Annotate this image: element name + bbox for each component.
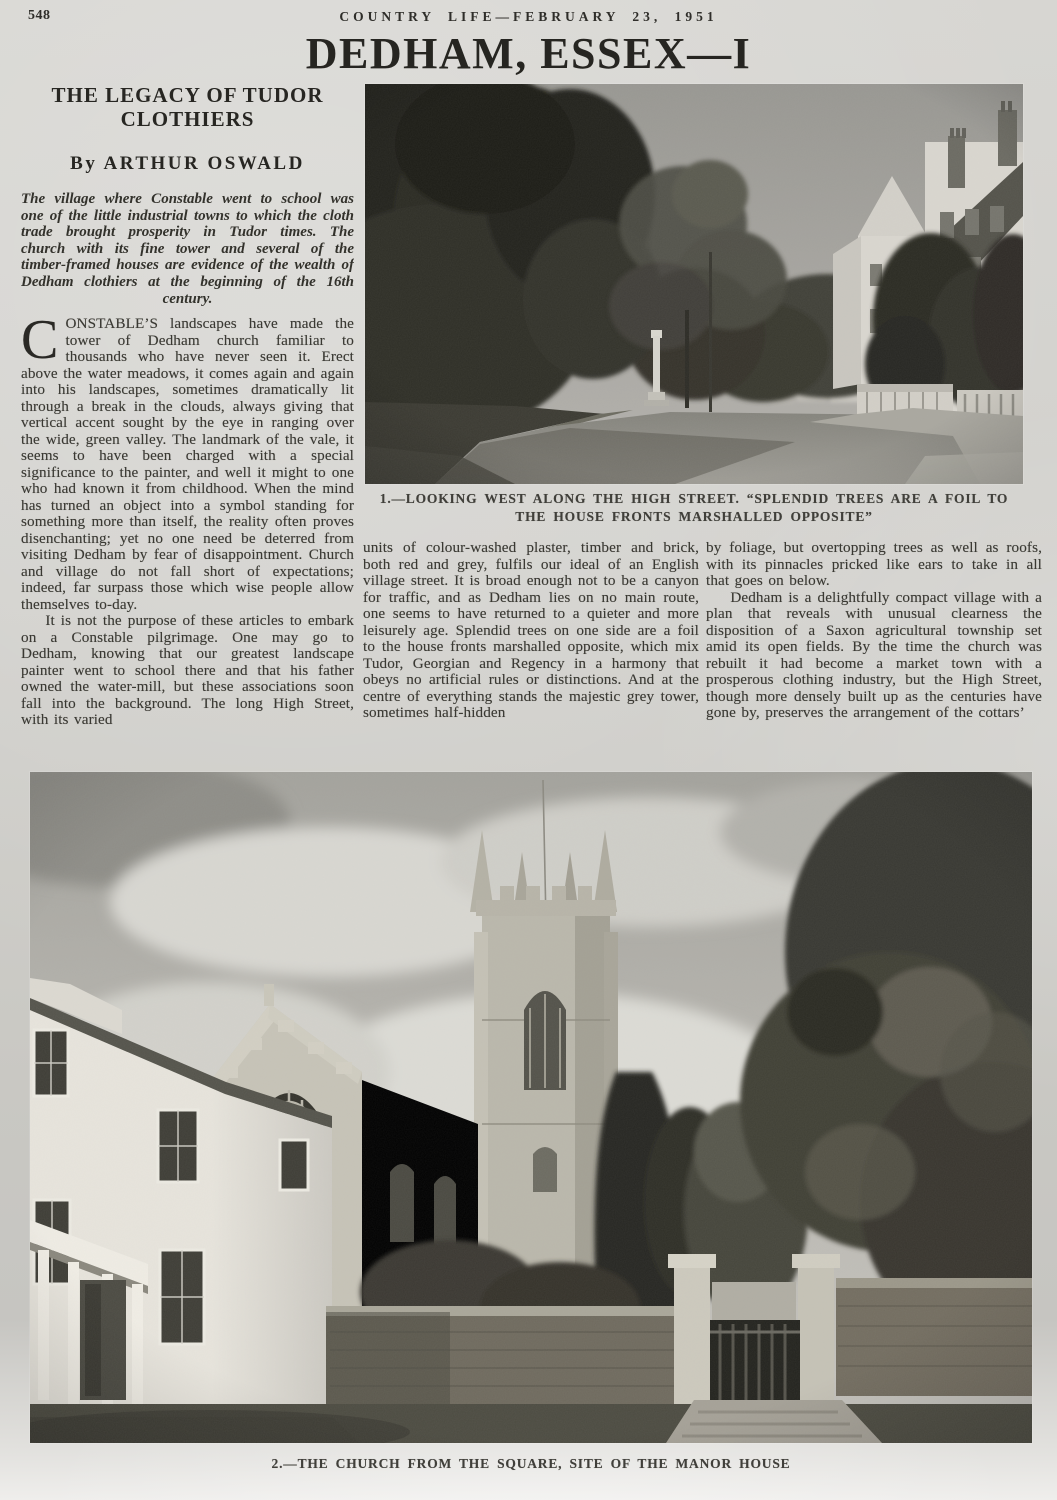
high-street-photo: [365, 84, 1023, 484]
masthead: COUNTRY LIFE—FEBRUARY 23, 1951: [339, 9, 718, 24]
church-photo: [30, 772, 1032, 1443]
left-column: [21, 84, 354, 774]
paragraph: units of colour-washed plaster, timber and brick, both red and grey, fulfils our ideal of an English village street. It is broad enough not to be a canyon for traffic, and as Dedham lies on no main route, one seems to have returned to a quieter and more leisurely age. Splendid trees on one side are a foil to the house fronts marshalled opposite, which mix Tudor, Georgian and Regency in a harmony that obeys no artificial rules or distinctions. And at the centre of everything stands the majestic grey tower, sometimes half-hidden: [363, 540, 699, 721]
middle-column: [363, 540, 699, 762]
paragraph-text: ONSTABLE’S landscapes have made the tower of Dedham church familiar to thousands who have never seen it. Erect above the water meadows, it comes again and again into his landscapes, sometimes dramatically lit through a break in the clouds, always giving that vertical accent sought by the eye in ranging over the wide, green valley. The landmark of the vale, it seems to have been charged with a special significance to the painter, and well it might to one who had known it from childhood. When the mind has turned an object into a symbol standing for something more than itself, the reality often proves disenchanting; yet no one need be deterred from visiting Dedham by fear of disappointment. Church and village do not fall short of expectations; indeed, far surpass those which wise people allow themselves to-day.: [21, 315, 354, 613]
article-title: DEDHAM, ESSEX—I: [305, 29, 752, 78]
drop-cap: C: [21, 309, 59, 372]
figure-2-caption: 2.—THE CHURCH FROM THE SQUARE, SITE OF THE MANOR HOUSE: [271, 1456, 791, 1471]
paragraph: by foliage, but overtopping trees as well as roofs, with its pinnacles pricked like ears to take in all that goes on below.: [706, 540, 1042, 589]
figure-1-caption: 1.—LOOKING WEST ALONG THE HIGH STREET. “SPLENDID TREES ARE A FOIL TO THE HOUSE FRONTS MARSHALLED OPPOSITE”: [379, 491, 1009, 524]
byline: By ARTHUR OSWALD: [70, 153, 305, 175]
paragraph: [21, 309, 354, 613]
paragraph: Dedham is a delightfully compact village with a plan that reveals with unusual clearness the disposition of a Saxon agricultural township set amid its open fields. By the time the church was rebuilt it had become a market town with a prosperous clothing industry, but the High Street, though more densely built up as the centuries have gone by, preserves the arrangement of the cottars’: [706, 588, 1042, 721]
paragraph: It is not the purpose of these articles to embark on a Constable pilgrimage. One may go to Dedham, knowing that our greatest landscape painter went to school there and that his father owned the water-mill, but these associations soon fall into the background. The long High Street, with its varied: [21, 612, 354, 729]
page-number: 548: [28, 8, 51, 23]
section-heading: THE LEGACY OF TUDOR CLOTHIERS: [51, 84, 324, 131]
right-column: [706, 540, 1042, 762]
lede-paragraph: The village where Constable went to school was one of the little industrial towns to which the cloth trade brought prosperity in Tudor times. The church with its fine tower and several of the timber-framed houses are evidence of the wealth of Dedham clothiers at the beginning of the 16th century.: [21, 191, 354, 307]
